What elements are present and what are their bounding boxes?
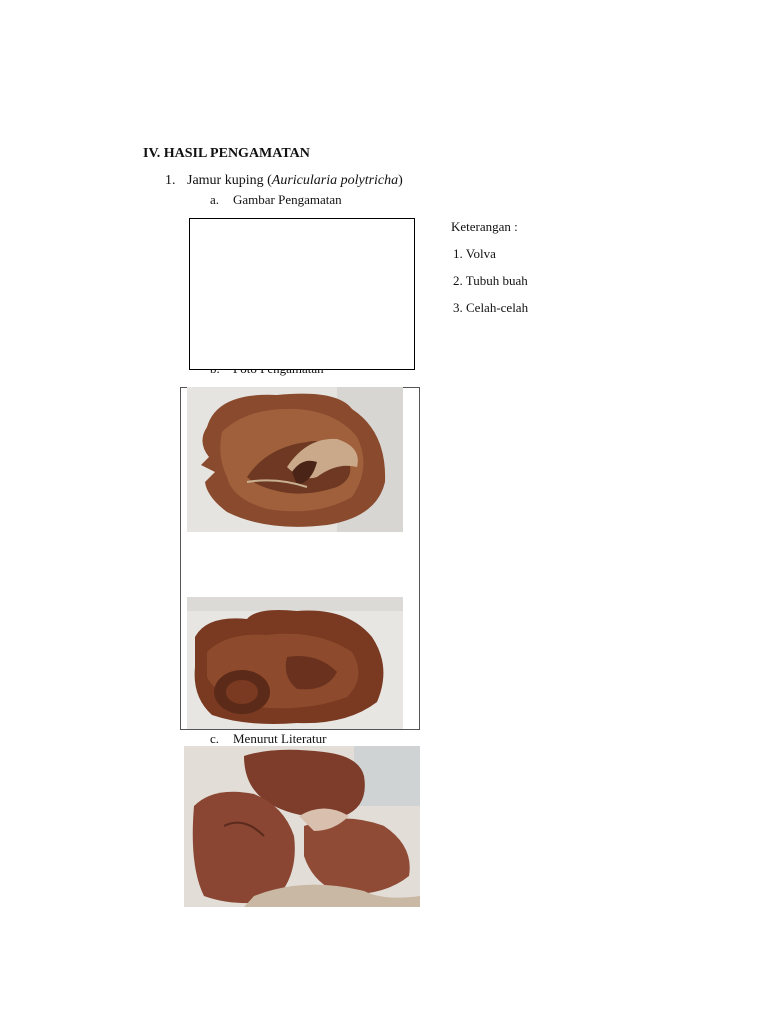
item-1-number: 1. xyxy=(165,173,176,188)
subsection-c-text: Menurut Literatur xyxy=(233,731,327,746)
legend-item-celah-celah: 3. Celah-celah xyxy=(453,300,529,315)
subsection-c-label: c. xyxy=(210,731,220,746)
item-1-title xyxy=(165,173,403,189)
legend-item-tubuh-buah: 2. Tubuh buah xyxy=(453,273,528,288)
item-1-title-suffix: ) xyxy=(398,173,403,188)
legend-item-volva: 1. Volva xyxy=(453,246,496,261)
section-heading: IV. HASIL PENGAMATAN xyxy=(143,146,310,161)
subsection-a-text: Gambar Pengamatan xyxy=(233,192,342,207)
mushroom-photo-literature xyxy=(184,746,420,907)
item-1-title-prefix: Jamur kuping ( xyxy=(187,173,272,188)
mushroom-photo-top xyxy=(187,387,403,532)
legend xyxy=(451,219,528,326)
observation-drawing-box xyxy=(189,218,415,370)
subsection-a xyxy=(210,192,342,208)
subsection-c xyxy=(210,731,327,747)
subsection-a-label: a. xyxy=(210,192,220,207)
mushroom-photo-top-image xyxy=(187,387,403,532)
legend-title: Keterangan : xyxy=(451,219,518,234)
mushroom-photo-literature-image xyxy=(184,746,420,907)
mushroom-photo-underside-image xyxy=(187,597,403,729)
mushroom-photo-underside xyxy=(187,597,403,729)
species-name: Auricularia polytricha xyxy=(271,173,399,188)
